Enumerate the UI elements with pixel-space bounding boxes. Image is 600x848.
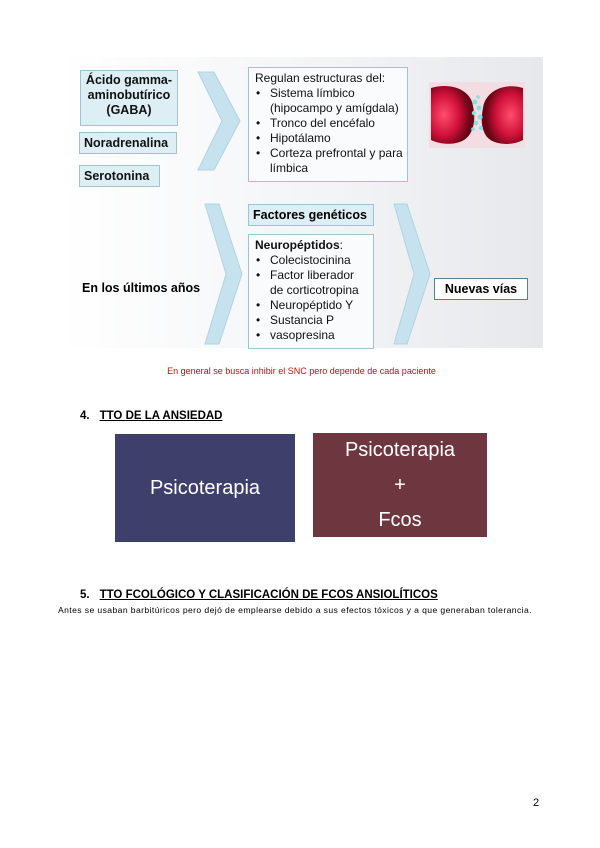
list-item-line: • Colecistocinina — [270, 253, 351, 267]
list-item — [255, 86, 407, 116]
section-4-title: TTO DE LA ANSIEDAD — [99, 410, 223, 422]
neuropeptides-title-colon: : — [339, 238, 344, 252]
psychotherapy-plus-drugs-box — [313, 433, 487, 537]
synapse-image — [429, 82, 525, 148]
section-5-title: TTO FCOLÓGICO Y CLASIFICACIÓN DE FCOS ANSIOLÍTICOS — [99, 589, 438, 601]
list-item — [255, 298, 373, 313]
list-item-line: de corticotropina — [270, 283, 359, 297]
psychotherapy-box — [115, 434, 295, 542]
list-item — [255, 116, 407, 131]
psychotherapy-label: Psicoterapia — [149, 476, 261, 499]
list-item — [255, 131, 407, 146]
chevron-arrow-2 — [205, 204, 242, 344]
neuropeptides-title — [255, 238, 373, 253]
gaba-line-3: (GABA) — [106, 103, 152, 117]
list-item-line: límbica — [270, 161, 309, 175]
noradrenaline-box: Noradrenalina — [79, 132, 177, 154]
neuropeptides-title-text: Neuropéptidos — [255, 238, 340, 252]
list-item — [255, 268, 373, 298]
box-line-2: + — [394, 474, 406, 496]
list-item — [255, 328, 373, 343]
list-item-line: • Hipotálamo — [270, 131, 331, 145]
section-4-heading — [80, 410, 222, 422]
list-item — [255, 253, 373, 268]
box-line-1: Psicoterapia — [344, 439, 456, 461]
list-item — [255, 146, 407, 176]
genetic-factors-box: Factores genéticos — [248, 204, 374, 226]
gaba-line-1: Ácido gamma- — [85, 73, 173, 87]
section-5-heading — [80, 589, 438, 601]
list-item — [255, 313, 373, 328]
neuropeptides-panel — [248, 234, 374, 349]
chevron-arrow-3 — [394, 204, 430, 344]
regulated-structures-title: Regulan estructuras del: — [255, 71, 386, 85]
box-line-3: Fcos — [378, 509, 422, 531]
section-4-number: 4. — [80, 410, 90, 422]
page-number: 2 — [533, 797, 540, 809]
list-item-line: • Sistema límbico — [270, 86, 355, 100]
list-item-line: • Neuropéptido Y — [270, 298, 354, 312]
new-pathways-box: Nuevas vías — [434, 278, 528, 300]
gaba-box — [80, 70, 178, 126]
serotonin-box: Serotonina — [79, 165, 160, 187]
diagram-note: En general se busca inhibir el SNC pero depende de cada paciente — [167, 366, 436, 376]
list-item-line: • Corteza prefrontal y para — [270, 146, 403, 160]
list-item-line: • Sustancia P — [270, 313, 335, 327]
gaba-line-2: aminobutírico — [87, 88, 171, 102]
list-item-line: (hipocampo y amígdala) — [270, 101, 399, 115]
recent-years-label: En los últimos años — [82, 281, 201, 295]
list-item-line: • Factor liberador — [270, 268, 355, 282]
list-item-line: • vasopresina — [270, 328, 335, 342]
chevron-arrow-1 — [198, 72, 240, 170]
regulated-structures-panel — [248, 67, 408, 182]
list-item-line: • Tronco del encéfalo — [270, 116, 375, 130]
section-5-number: 5. — [80, 589, 90, 601]
section-5-paragraph: Antes se usaban barbitúricos pero dejó de emplearse debido a sus efectos tóxicos y a que generaban tolerancia. — [58, 605, 532, 615]
